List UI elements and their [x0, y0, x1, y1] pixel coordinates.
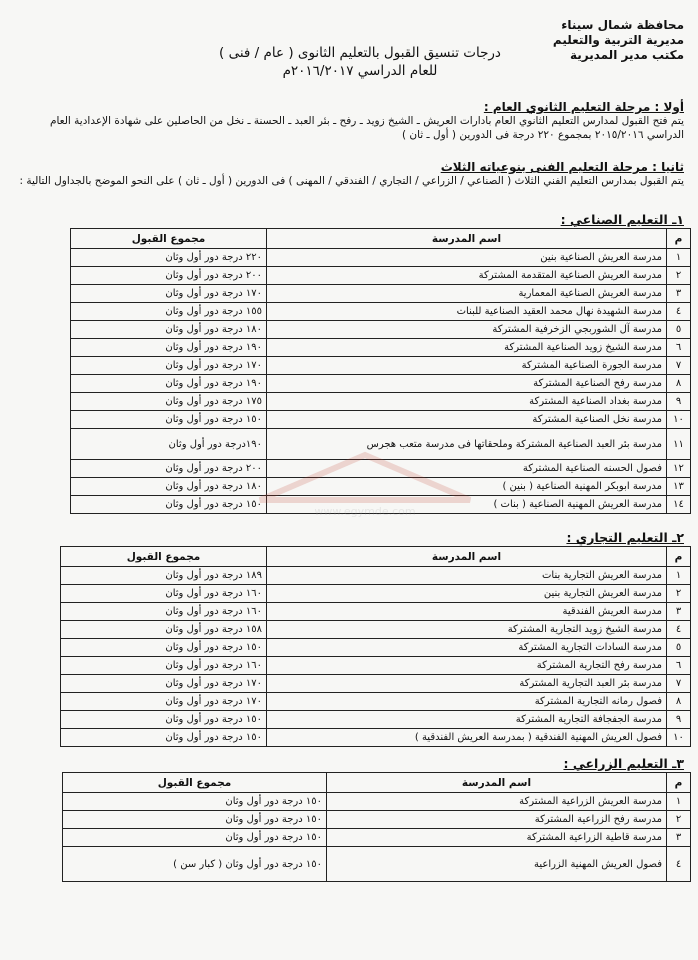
- school-name: مدرسة العريش الصناعية المتقدمة المشتركة: [267, 267, 667, 285]
- admission-total: ١٥٠ درجة دور أول وثان: [71, 496, 267, 514]
- table-row: [63, 811, 691, 829]
- table-row: [61, 639, 691, 657]
- school-name: فصول رمانه التجارية المشتركة: [267, 693, 667, 711]
- col-school-header: اسم المدرسة: [327, 773, 667, 793]
- commercial-title: ٢ـ التعليم التجاري :: [566, 530, 684, 545]
- row-number: ١٣: [667, 478, 691, 496]
- admission-total: ١٩٠ درجة دور أول وثان: [71, 375, 267, 393]
- row-number: ٢: [667, 811, 691, 829]
- admission-total: ١٧٥ درجة دور أول وثان: [71, 393, 267, 411]
- governorate-line: محافظة شمال سيناء: [561, 18, 684, 32]
- row-number: ٥: [667, 321, 691, 339]
- section1-text: يتم فتح القبول لمدارس التعليم الثانوي العام بادارات العريش ـ الشيخ زويد ـ رفح ـ بئر العبد ـ الحسنة ـ نخل من الحاصلين على شهادة الإعدادية العام الدراسي ٢٠١٥/٢٠١٦ بمجموع ٢٢٠ درجة فى الدورين ( أول ـ ثان ): [49, 115, 684, 141]
- table-row: [61, 729, 691, 747]
- directorate-line: مديرية التربية والتعليم: [552, 33, 684, 47]
- row-number: ٣: [667, 285, 691, 303]
- admission-total: ١٧٠ درجة دور أول وثان: [61, 675, 267, 693]
- table-row: [61, 621, 691, 639]
- table-row: [61, 675, 691, 693]
- school-name: مدرسة الشيخ زويد الصناعية المشتركة: [267, 339, 667, 357]
- table-header-row: [61, 547, 691, 567]
- school-name: مدرسة قاطية الزراعية المشتركة: [327, 829, 667, 847]
- admission-total: ١٥٠ درجة دور أول وثان: [71, 411, 267, 429]
- col-school-header: اسم المدرسة: [267, 229, 667, 249]
- table-header-row: [63, 773, 691, 793]
- table-row: [61, 711, 691, 729]
- row-number: ١٠: [667, 411, 691, 429]
- school-name: مدرسة العريش المهنية الصناعية ( بنات ): [267, 496, 667, 514]
- table-row: [71, 357, 691, 375]
- watermark-logo: [240, 440, 490, 520]
- school-name: مدرسة نخل الصناعية المشتركة: [267, 411, 667, 429]
- table-row: [71, 411, 691, 429]
- admission-total: ١٧٠ درجة دور أول وثان: [71, 285, 267, 303]
- academic-year: للعام الدراسي ٢٠١٦/٢٠١٧م: [282, 63, 438, 79]
- table-row: [61, 585, 691, 603]
- technical-section: [14, 160, 684, 188]
- table-row: [71, 393, 691, 411]
- admission-total: ١٥٠ درجة دور أول وثان: [63, 829, 327, 847]
- office-line: مكتب مدير المديرية: [569, 48, 684, 62]
- row-number: ٢: [667, 267, 691, 285]
- school-name: مدرسة العريش التجارية بنين: [267, 585, 667, 603]
- school-name: مدرسة بئر العبد التجارية المشتركة: [267, 675, 667, 693]
- admission-total: ١٥٠ درجة دور أول وثان ( كبار سن ): [63, 847, 327, 882]
- col-total-header: مجموع القبول: [71, 229, 267, 249]
- admission-total: ٢٠٠ درجة دور أول وثان: [71, 460, 267, 478]
- col-school-header: اسم المدرسة: [267, 547, 667, 567]
- document-title: درجات تنسيق القبول بالتعليم الثانوى ( عام / فنى ): [219, 45, 501, 61]
- agricultural-title: ٣ـ التعليم الزراعي :: [563, 756, 684, 771]
- table-row: [71, 267, 691, 285]
- commercial-table: [60, 546, 691, 747]
- row-number: ٣: [667, 829, 691, 847]
- row-number: ٨: [667, 375, 691, 393]
- admission-total: ١٨٩ درجة دور أول وثان: [61, 567, 267, 585]
- row-number: ١٤: [667, 496, 691, 514]
- row-number: ٦: [667, 657, 691, 675]
- admission-total: ١٦٠ درجة دور أول وثان: [61, 585, 267, 603]
- school-name: مدرسة العريش الفندقية: [267, 603, 667, 621]
- school-name: مدرسة ابوبكر المهنية الصناعية ( بنين ): [267, 478, 667, 496]
- table-row: [63, 793, 691, 811]
- row-number: ١١: [667, 429, 691, 460]
- watermark-text: www.egymde.com: [314, 505, 416, 518]
- admission-total: ١٥٠ درجة دور أول وثان: [61, 639, 267, 657]
- row-number: ٥: [667, 639, 691, 657]
- row-number: ١٢: [667, 460, 691, 478]
- admission-total: ١٨٠ درجة دور أول وثان: [71, 478, 267, 496]
- table-row: [71, 321, 691, 339]
- admission-total: ١٧٠ درجة دور أول وثان: [71, 357, 267, 375]
- table-row: [63, 829, 691, 847]
- school-name: مدرسة بغداد الصناعية المشتركة: [267, 393, 667, 411]
- admission-total: ٢٢٠ درجة دور أول وثان: [71, 249, 267, 267]
- school-name: مدرسة السادات التجارية المشتركة: [267, 639, 667, 657]
- school-name: مدرسة رفح الزراعية المشتركة: [327, 811, 667, 829]
- admission-total: ١٥٨ درجة دور أول وثان: [61, 621, 267, 639]
- admission-total: ١٩٠درجة دور أول وثان: [71, 429, 267, 460]
- admission-total: ٢٠٠ درجة دور أول وثان: [71, 267, 267, 285]
- section2-text: يتم القبول بمدارس التعليم الفني الثلاث ( الصناعي / الزراعي / التجاري / الفندقي / المهنى ) فى الدورين ( أول ـ ثان ) على النحو الموضح بالجداول التالية :: [19, 175, 684, 187]
- school-name: فصول العريش المهنية الزراعية: [327, 847, 667, 882]
- table-row: [71, 249, 691, 267]
- table-row: [63, 847, 691, 882]
- general-secondary-section: [14, 100, 684, 142]
- row-number: ٩: [667, 393, 691, 411]
- table-row: [71, 339, 691, 357]
- row-number: ١: [667, 567, 691, 585]
- row-number: ٤: [667, 303, 691, 321]
- admission-total: ١٥٠ درجة دور أول وثان: [61, 711, 267, 729]
- school-name: فصول الحسنه الصناعية المشتركة: [267, 460, 667, 478]
- school-name: مدرسة رفح الصناعية المشتركة: [267, 375, 667, 393]
- table-row: [71, 285, 691, 303]
- row-number: ٧: [667, 357, 691, 375]
- school-name: مدرسة آل الشوربجي الزخرفية المشتركة: [267, 321, 667, 339]
- table-row: [71, 303, 691, 321]
- agricultural-table: [62, 772, 691, 882]
- admission-total: ١٧٠ درجة دور أول وثان: [61, 693, 267, 711]
- industrial-title: ١ـ التعليم الصناعي :: [560, 212, 684, 227]
- school-name: مدرسة العريش الزراعية المشتركة: [327, 793, 667, 811]
- school-name: مدرسة الشيخ زويد التجارية المشتركة: [267, 621, 667, 639]
- admission-total: ١٦٠ درجة دور أول وثان: [61, 603, 267, 621]
- col-num-header: م: [667, 229, 691, 249]
- row-number: ١٠: [667, 729, 691, 747]
- row-number: ١: [667, 249, 691, 267]
- school-name: مدرسة الجورة الصناعية المشتركة: [267, 357, 667, 375]
- table-header-row: [71, 229, 691, 249]
- table-row: [61, 603, 691, 621]
- school-name: مدرسة العريش الصناعية المعمارية: [267, 285, 667, 303]
- admission-total: ١٨٠ درجة دور أول وثان: [71, 321, 267, 339]
- section1-title: أولا : مرحلة التعليم الثانوي العام :: [483, 100, 684, 114]
- row-number: ١: [667, 793, 691, 811]
- admission-total: ١٥٠ درجة دور أول وثان: [63, 811, 327, 829]
- admission-total: ١٥٠ درجة دور أول وثان: [63, 793, 327, 811]
- school-name: مدرسة بئر العبد الصناعية المشتركة وملحقاتها فى مدرسة متعب هجرس: [267, 429, 667, 460]
- school-name: مدرسة الشهيدة نهال محمد العقيد الصناعية للبنات: [267, 303, 667, 321]
- table-row: [71, 375, 691, 393]
- school-name: فصول العريش المهنية الفندقية ( بمدرسة العريش الفندقية ): [267, 729, 667, 747]
- col-total-header: مجموع القبول: [61, 547, 267, 567]
- col-total-header: مجموع القبول: [63, 773, 327, 793]
- admission-total: ١٦٠ درجة دور أول وثان: [61, 657, 267, 675]
- row-number: ٧: [667, 675, 691, 693]
- school-name: مدرسة رفح التجارية المشتركة: [267, 657, 667, 675]
- table-row: [61, 567, 691, 585]
- row-number: ٣: [667, 603, 691, 621]
- organization-header: [484, 18, 684, 63]
- document-title-block: [210, 44, 510, 80]
- row-number: ٦: [667, 339, 691, 357]
- col-num-header: م: [667, 547, 691, 567]
- school-name: مدرسة الجفجافة التجارية المشتركة: [267, 711, 667, 729]
- admission-total: ١٥٠ درجة دور أول وثان: [61, 729, 267, 747]
- school-name: مدرسة العريش الصناعية بنين: [267, 249, 667, 267]
- table-row: [61, 657, 691, 675]
- school-name: مدرسة العريش التجارية بنات: [267, 567, 667, 585]
- section2-title: ثانيا : مرحلة التعليم الفنى بنوعياته الثلاث: [440, 160, 684, 174]
- row-number: ٢: [667, 585, 691, 603]
- table-row: [61, 693, 691, 711]
- col-num-header: م: [667, 773, 691, 793]
- admission-total: ١٩٠ درجة دور أول وثان: [71, 339, 267, 357]
- row-number: ٤: [667, 847, 691, 882]
- row-number: ٤: [667, 621, 691, 639]
- row-number: ٨: [667, 693, 691, 711]
- admission-total: ١٥٥ درجة دور أول وثان: [71, 303, 267, 321]
- row-number: ٩: [667, 711, 691, 729]
